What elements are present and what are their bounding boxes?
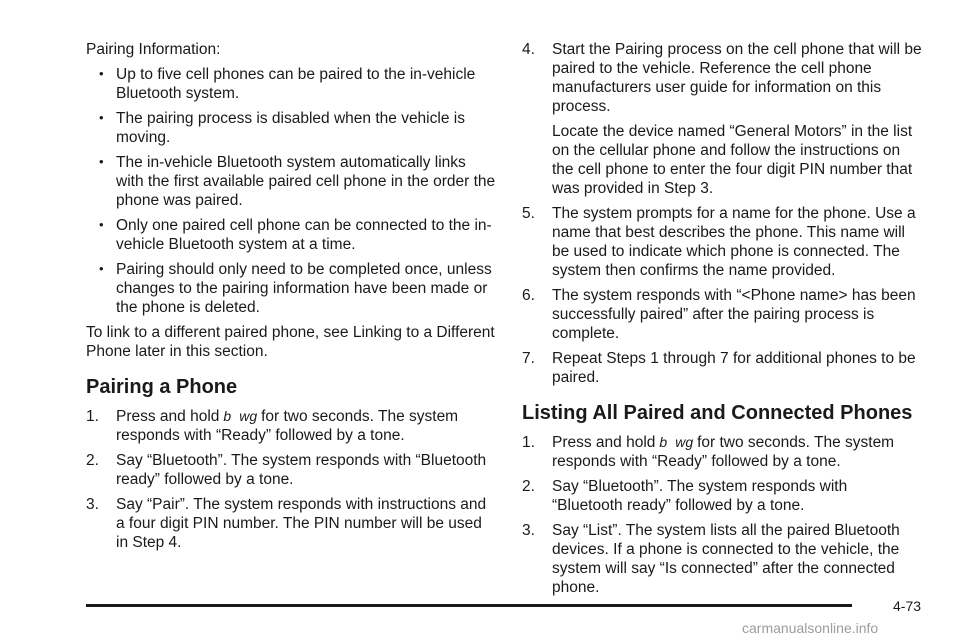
step-item: 3. Say “List”. The system lists all the paired Bluetooth devices. If a phone is connected to the vehicle, the system will say “Is connected” after the connected phone. (522, 522, 900, 596)
talk-button-icon: b (659, 434, 668, 450)
page-number: 4-73 (893, 598, 922, 614)
pairing-info-intro: Pairing Information: (86, 41, 221, 58)
bullet-item: • Up to five cell phones can be paired to the in-vehicle Bluetooth system. (99, 66, 476, 102)
voice-icon: wg (675, 434, 694, 450)
link-paragraph: To link to a different paired phone, see Linking to a Different Phone later in this section. (86, 324, 495, 360)
step-item: 1. Press and hold b wg for two seconds. The system responds with “Ready” followed by a tone. (522, 434, 895, 470)
bullet-icon: • (99, 66, 104, 81)
bullet-icon: • (99, 261, 104, 276)
pairing-steps-continued (522, 40, 922, 387)
right-column (522, 40, 922, 603)
watermark: carmanualsonline.info (742, 620, 879, 636)
pairing-info-bullets (86, 65, 496, 317)
bullet-item: • The pairing process is disabled when the vehicle is moving. (99, 110, 465, 146)
bullet-item: • Only one paired cell phone can be connected to the in-vehicle Bluetooth system at a time. (99, 217, 492, 253)
step-item: 2. Say “Bluetooth”. The system responds with “Bluetooth ready” followed by a tone. (86, 452, 487, 488)
voice-icon: wg (239, 408, 258, 424)
listing-steps (522, 433, 922, 597)
step-item: 5. The system prompts for a name for the phone. Use a name that best describes the phone. This name will be used to indicate which phone is connected. The system then confirms the name provided. (522, 205, 916, 279)
pairing-steps (86, 407, 496, 552)
listing-heading: Listing All Paired and Connected Phones (522, 402, 913, 424)
bullet-icon: • (99, 110, 104, 125)
step-item: 6. The system responds with “<Phone name> has been successfully paired” after the pairing process is complete. (522, 287, 916, 342)
step-item: 4. Start the Pairing process on the cell phone that will be paired to the vehicle. Reference the cell phone manufacturers user guide for information on this process. Locate the device named “General Motors” in the list on the cellular phone and follow the instructions on the cell phone to enter the four digit PIN number that was provided in Step 3. (522, 41, 922, 197)
step-item: 1. Press and hold b wg for two seconds. The system responds with “Ready” followed by a tone. (86, 408, 459, 444)
step-item: 2. Say “Bluetooth”. The system responds with “Bluetooth ready” followed by a tone. (522, 478, 848, 514)
pairing-heading: Pairing a Phone (86, 376, 238, 398)
talk-button-icon: b (223, 408, 232, 424)
left-column (86, 40, 496, 558)
bullet-icon: • (99, 154, 104, 169)
bullet-icon: • (99, 217, 104, 232)
bullet-item: • The in-vehicle Bluetooth system automatically links with the first available paired cell phone in the order the phone was paired. (99, 154, 496, 209)
step-item: 3. Say “Pair”. The system responds with instructions and a four digit PIN number. The PIN number will be used in Step 4. (86, 496, 487, 551)
step-item: 7. Repeat Steps 1 through 7 for additional phones to be paired. (522, 350, 916, 386)
footer-rule (86, 604, 852, 607)
bullet-item: • Pairing should only need to be completed once, unless changes to the pairing information have been made or the phone is deleted. (99, 261, 492, 316)
